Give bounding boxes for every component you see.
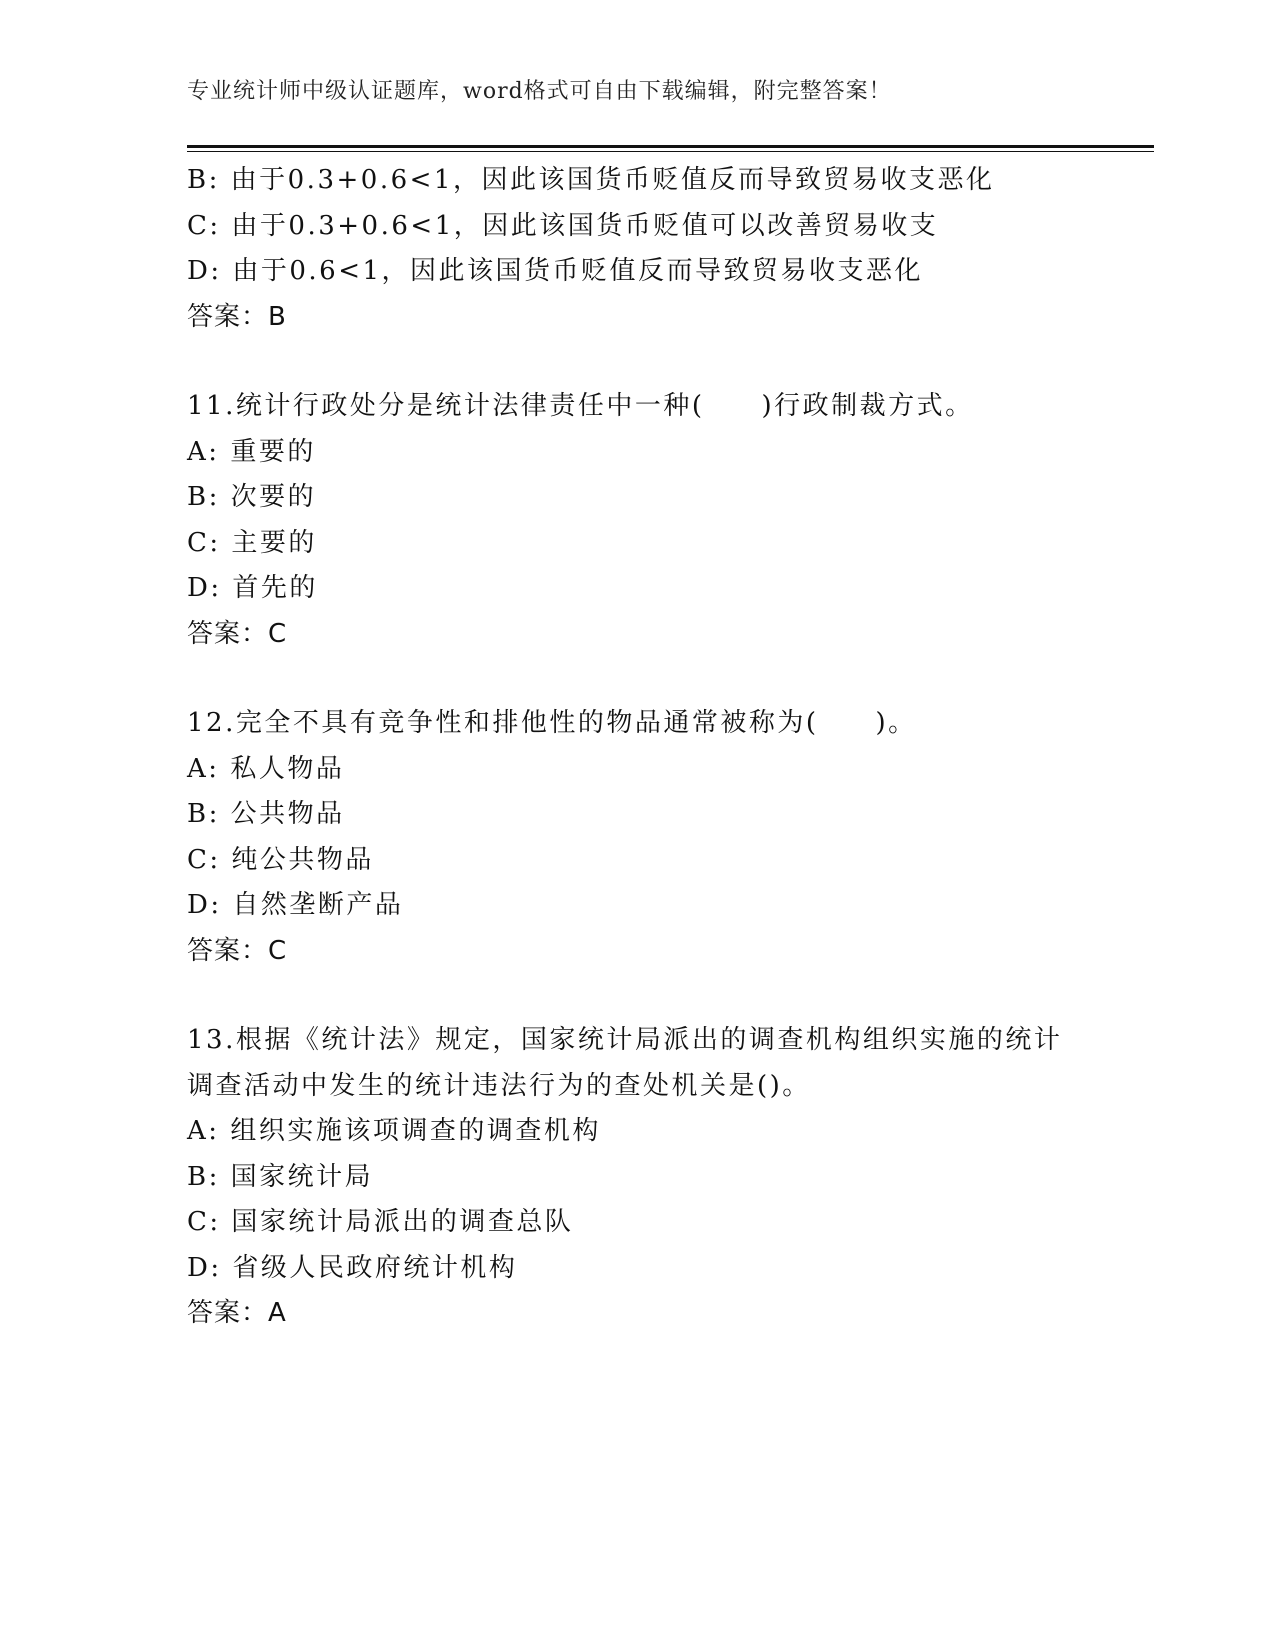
option-text: 次要的 — [230, 482, 317, 512]
option-text: 主要的 — [231, 527, 317, 558]
option-text: 纯公共物品 — [231, 844, 374, 875]
header-rule-thin — [187, 151, 1154, 152]
question-stem: 13.根据《统计法》规定，国家统计局派出的调查机构组织实施的统计 — [187, 1025, 1063, 1055]
option-label: C: — [187, 844, 221, 875]
question-stem: 12.完全不具有竞争性和排他性的物品通常被称为( )。 — [187, 708, 917, 738]
option-d — [187, 566, 1147, 612]
option-label: B: — [187, 799, 220, 829]
answer-line: 答案：B — [187, 301, 287, 332]
option-text: 由于0.3+0.6<1，因此该国货币贬值反而导致贸易收支恶化 — [230, 165, 995, 195]
option-label: B: — [187, 1161, 220, 1192]
option-text: 重要的 — [230, 436, 316, 467]
option-label: D: — [187, 1252, 222, 1283]
option-a — [187, 430, 1147, 476]
option-text: 国家统计局派出的调查总队 — [231, 1207, 574, 1237]
option-b — [187, 158, 1147, 204]
question-stem-continued: 调查活动中发生的统计违法行为的查处机关是()。 — [187, 1070, 811, 1101]
option-text: 组织实施该项调查的调查机构 — [230, 1116, 601, 1146]
option-text: 由于0.3+0.6<1，因此该国货币贬值可以改善贸易收支 — [231, 210, 939, 241]
option-d — [187, 883, 1147, 929]
option-b — [187, 792, 1147, 838]
answer-line: 答案：A — [187, 1298, 287, 1328]
option-c — [187, 1200, 1147, 1246]
option-b — [187, 475, 1147, 521]
option-label: D: — [187, 890, 222, 920]
answer-line: 答案：C — [187, 935, 288, 966]
option-d — [187, 249, 1147, 295]
option-c — [187, 838, 1147, 884]
option-text: 公共物品 — [230, 799, 345, 829]
option-label: A: — [187, 436, 220, 467]
question-11 — [187, 384, 1147, 657]
option-label: D: — [187, 573, 222, 603]
option-c — [187, 521, 1147, 567]
option-label: B: — [187, 482, 220, 512]
question-13 — [187, 1018, 1147, 1337]
option-label: A: — [187, 753, 220, 784]
option-d — [187, 1246, 1147, 1292]
option-text: 私人物品 — [230, 753, 345, 784]
option-text: 由于0.6<1，因此该国货币贬值反而导致贸易收支恶化 — [232, 256, 924, 286]
header-rule-thick — [187, 145, 1154, 148]
option-a — [187, 1109, 1147, 1155]
option-label: D: — [187, 256, 222, 286]
option-text: 首先的 — [232, 573, 318, 603]
option-label: C: — [187, 527, 221, 558]
page-header: 专业统计师中级认证题库，word格式可自由下载编辑，附完整答案！ — [187, 79, 892, 104]
option-label: C: — [187, 210, 221, 241]
option-label: C: — [187, 1207, 221, 1237]
answer-line: 答案：C — [187, 618, 288, 649]
option-b — [187, 1155, 1147, 1201]
option-text: 自然垄断产品 — [232, 890, 404, 920]
option-a — [187, 747, 1147, 793]
document-body — [187, 158, 1147, 1337]
option-label: B: — [187, 165, 220, 195]
question-stem: 11.统计行政处分是统计法律责任中一种( )行政制裁方式。 — [187, 391, 974, 421]
question-10-continued — [187, 158, 1147, 340]
option-c — [187, 204, 1147, 250]
question-12 — [187, 701, 1147, 974]
option-text: 省级人民政府统计机构 — [232, 1252, 518, 1283]
option-text: 国家统计局 — [230, 1161, 374, 1192]
option-label: A: — [187, 1116, 220, 1146]
